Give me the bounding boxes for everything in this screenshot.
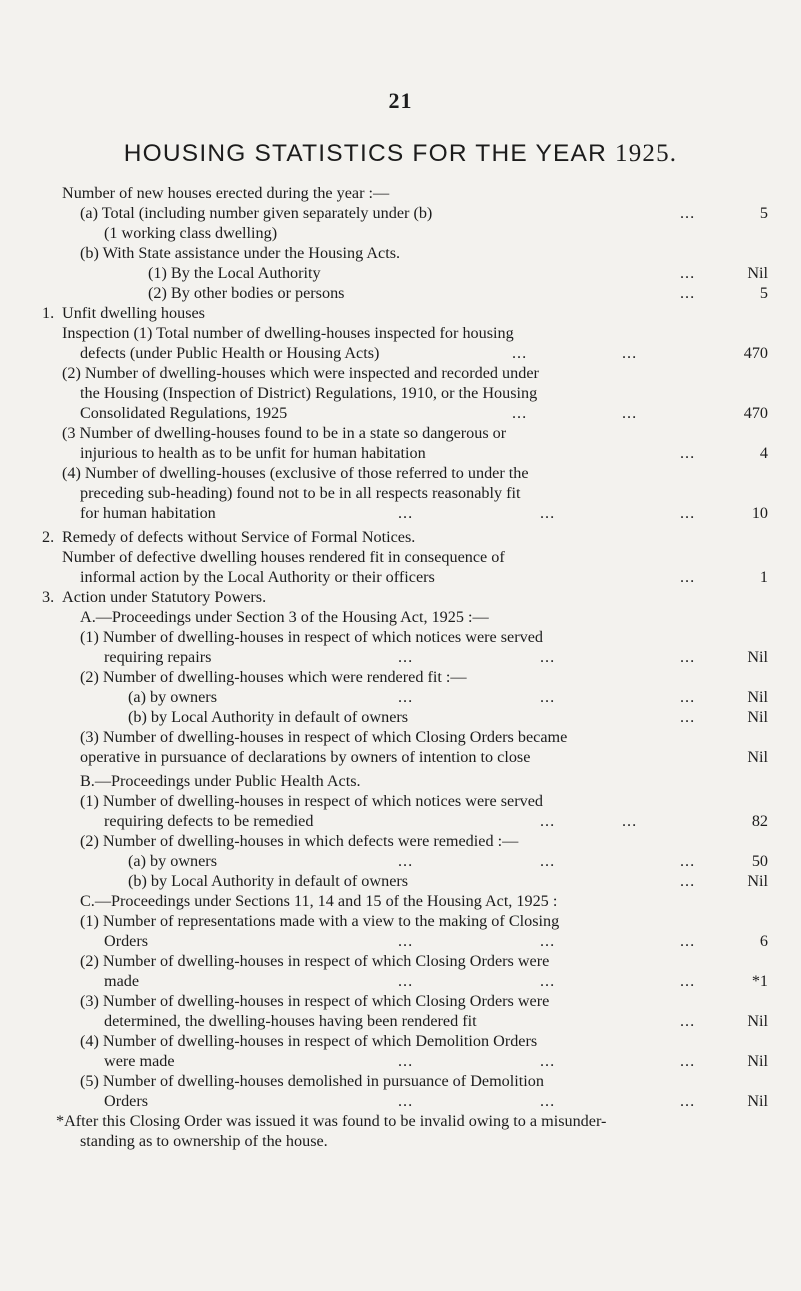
text-line <box>0 343 801 363</box>
leader-dots: ... <box>622 344 638 362</box>
item-label: (a) by owners <box>128 852 217 870</box>
text-line <box>0 567 801 587</box>
leader-dots: ... <box>540 812 556 830</box>
leader-dots: ... <box>622 812 638 830</box>
item-label: (5) Number of dwelling-houses demolished in pursuance of Demolition <box>80 1072 544 1090</box>
item-value: *1 <box>751 972 768 990</box>
item-label: were made <box>104 1052 175 1070</box>
section-heading: Remedy of defects without Service of Formal Notices. <box>62 528 416 546</box>
leader-dots: ... <box>540 972 556 990</box>
subsection-heading: A.—Proceedings under Section 3 of the Housing Act, 1925 :— <box>80 608 489 626</box>
item-label: (1 working class dwelling) <box>104 224 278 242</box>
leader-dots: ... <box>680 284 696 302</box>
text-line <box>0 1031 801 1051</box>
leader-dots: ... <box>398 688 414 706</box>
item-label: (3) Number of dwelling-houses in respect of which Closing Orders became <box>80 728 568 746</box>
leader-dots: ... <box>680 1052 696 1070</box>
item-label: Orders <box>104 1092 149 1110</box>
text-line <box>0 707 801 727</box>
text-line <box>0 383 801 403</box>
footnote: *After this Closing Order was issued it was found to be invalid owing to a misunder- <box>56 1112 607 1130</box>
item-label: (2) Number of dwelling-houses which were inspected and recorded under <box>62 364 539 382</box>
text-line <box>0 223 801 243</box>
subsection-heading: B.—Proceedings under Public Health Acts. <box>80 772 361 790</box>
text-line <box>0 587 801 607</box>
item-label: preceding sub-heading) found not to be in all respects reasonably fit <box>80 484 521 502</box>
text-line <box>0 463 801 483</box>
text-line <box>0 911 801 931</box>
leader-dots: ... <box>398 1052 414 1070</box>
item-value: 470 <box>743 404 768 422</box>
item-label: the Housing (Inspection of District) Regulations, 1910, or the Housing <box>80 384 538 402</box>
item-label: (a) Total (including number given separately under (b) <box>80 204 433 222</box>
text-line <box>0 991 801 1011</box>
text-line <box>0 771 801 791</box>
item-value: 5 <box>759 284 768 302</box>
item-value: Nil <box>747 872 768 890</box>
leader-dots: ... <box>540 648 556 666</box>
item-value: 1 <box>759 568 768 586</box>
text-line <box>0 747 801 767</box>
item-label: (2) Number of dwelling-houses which were rendered fit :— <box>80 668 467 686</box>
item-label: (1) Number of representations made with a view to the making of Closing <box>80 912 560 930</box>
title-text: HOUSING STATISTICS FOR THE YEAR <box>123 140 607 167</box>
leader-dots: ... <box>680 1092 696 1110</box>
item-label: (2) Number of dwelling-houses in which defects were remedied :— <box>80 832 519 850</box>
text-line <box>0 931 801 951</box>
item-value: Nil <box>747 1092 768 1110</box>
item-label: Inspection (1) Total number of dwelling-houses inspected for housing <box>62 324 514 342</box>
leader-dots: ... <box>540 1052 556 1070</box>
item-label: Consolidated Regulations, 1925 <box>80 404 288 422</box>
leader-dots: ... <box>398 932 414 950</box>
item-label: made <box>104 972 140 990</box>
item-value: Nil <box>747 688 768 706</box>
text-line <box>0 607 801 627</box>
leader-dots: ... <box>622 404 638 422</box>
page-number: 21 <box>388 88 413 113</box>
item-label: (4) Number of dwelling-houses (exclusive of those referred to under the <box>62 464 529 482</box>
leader-dots: ... <box>398 504 414 522</box>
item-value: Nil <box>747 708 768 726</box>
section-number: 2. <box>42 528 55 546</box>
item-label: requiring repairs <box>104 648 212 666</box>
item-label: (4) Number of dwelling-houses in respect of which Demolition Orders <box>80 1032 538 1050</box>
leader-dots: ... <box>540 852 556 870</box>
text-line <box>0 687 801 707</box>
item-value: Nil <box>747 648 768 666</box>
section-number: 1. <box>42 304 55 322</box>
section-heading: Unfit dwelling houses <box>62 304 205 322</box>
text-line <box>0 891 801 911</box>
text-line <box>0 443 801 463</box>
footnote: standing as to ownership of the house. <box>80 1132 328 1150</box>
item-label: operative in pursuance of declarations by owners of intention to close <box>80 748 531 766</box>
item-label: Number of defective dwelling houses rendered fit in consequence of <box>62 548 505 566</box>
item-label: (b) by Local Authority in default of owners <box>128 872 409 890</box>
leader-dots: ... <box>680 504 696 522</box>
text-line <box>0 627 801 647</box>
text-line <box>0 851 801 871</box>
text-line <box>0 727 801 747</box>
section-heading: Action under Statutory Powers. <box>62 588 267 606</box>
text-line <box>0 1071 801 1091</box>
item-value: 10 <box>751 504 768 522</box>
leader-dots: ... <box>680 688 696 706</box>
text-line <box>0 1091 801 1111</box>
item-value: 50 <box>751 852 768 870</box>
leader-dots: ... <box>398 648 414 666</box>
text-line <box>0 323 801 343</box>
item-label: (1) Number of dwelling-houses in respect of which notices were served <box>80 792 543 810</box>
text-line <box>0 547 801 567</box>
text-line <box>0 1051 801 1071</box>
text-line <box>0 363 801 383</box>
new-houses-heading: Number of new houses erected during the year :— <box>62 184 390 202</box>
item-value: Nil <box>747 264 768 282</box>
text-line <box>0 303 801 323</box>
section-number: 3. <box>42 588 55 606</box>
item-value: 6 <box>759 932 768 950</box>
item-label: informal action by the Local Authority or their officers <box>80 568 435 586</box>
leader-dots: ... <box>398 972 414 990</box>
item-value: Nil <box>747 748 768 766</box>
item-value: Nil <box>747 1052 768 1070</box>
text-line <box>0 811 801 831</box>
text-line <box>0 183 801 203</box>
title-year: 1925. <box>615 140 678 167</box>
text-line <box>0 403 801 423</box>
leader-dots: ... <box>398 852 414 870</box>
text-line <box>0 831 801 851</box>
leader-dots: ... <box>540 688 556 706</box>
item-label: requiring defects to be remedied <box>104 812 314 830</box>
item-label: (a) by owners <box>128 688 217 706</box>
leader-dots: ... <box>680 444 696 462</box>
item-label: (2) Number of dwelling-houses in respect of which Closing Orders were <box>80 952 550 970</box>
subsection-heading: C.—Proceedings under Sections 11, 14 and 15 of the Housing Act, 1925 : <box>80 892 558 910</box>
leader-dots: ... <box>512 344 528 362</box>
leader-dots: ... <box>680 264 696 282</box>
item-label: (3 Number of dwelling-houses found to be in a state so dangerous or <box>62 424 507 442</box>
item-label: (b) by Local Authority in default of owners <box>128 708 409 726</box>
text-line <box>0 503 801 523</box>
text-line <box>0 283 801 303</box>
item-label: (1) Number of dwelling-houses in respect of which notices were served <box>80 628 543 646</box>
leader-dots: ... <box>680 204 696 222</box>
leader-dots: ... <box>540 932 556 950</box>
leader-dots: ... <box>680 708 696 726</box>
text-line <box>0 647 801 667</box>
text-line <box>0 971 801 991</box>
text-line <box>0 1131 801 1151</box>
leader-dots: ... <box>680 932 696 950</box>
leader-dots: ... <box>680 568 696 586</box>
item-label: (2) By other bodies or persons <box>148 284 345 302</box>
item-value: 82 <box>751 812 768 830</box>
text-line <box>0 527 801 547</box>
leader-dots: ... <box>680 872 696 890</box>
item-label: determined, the dwelling-houses having been rendered fit <box>104 1012 477 1030</box>
leader-dots: ... <box>540 1092 556 1110</box>
item-label: Orders <box>104 932 149 950</box>
leader-dots: ... <box>540 504 556 522</box>
item-label: (b) With State assistance under the Housing Acts. <box>80 244 401 262</box>
text-line <box>0 423 801 443</box>
leader-dots: ... <box>512 404 528 422</box>
text-line <box>0 951 801 971</box>
leader-dots: ... <box>398 1092 414 1110</box>
leader-dots: ... <box>680 1012 696 1030</box>
leader-dots: ... <box>680 972 696 990</box>
text-line <box>0 203 801 223</box>
item-label: for human habitation <box>80 504 216 522</box>
item-value: 4 <box>759 444 768 462</box>
text-line <box>0 263 801 283</box>
item-label: (3) Number of dwelling-houses in respect of which Closing Orders were <box>80 992 550 1010</box>
item-value: 470 <box>743 344 768 362</box>
item-label: defects (under Public Health or Housing Acts) <box>80 344 380 362</box>
leader-dots: ... <box>680 648 696 666</box>
page-title <box>0 140 801 168</box>
text-line <box>0 1111 801 1131</box>
text-line <box>0 1011 801 1031</box>
item-label: (1) By the Local Authority <box>148 264 321 282</box>
leader-dots: ... <box>680 852 696 870</box>
text-line <box>0 483 801 503</box>
text-line <box>0 871 801 891</box>
item-value: 5 <box>759 204 768 222</box>
item-label: injurious to health as to be unfit for human habitation <box>80 444 426 462</box>
text-line <box>0 243 801 263</box>
text-line <box>0 667 801 687</box>
item-value: Nil <box>747 1012 768 1030</box>
text-line <box>0 791 801 811</box>
